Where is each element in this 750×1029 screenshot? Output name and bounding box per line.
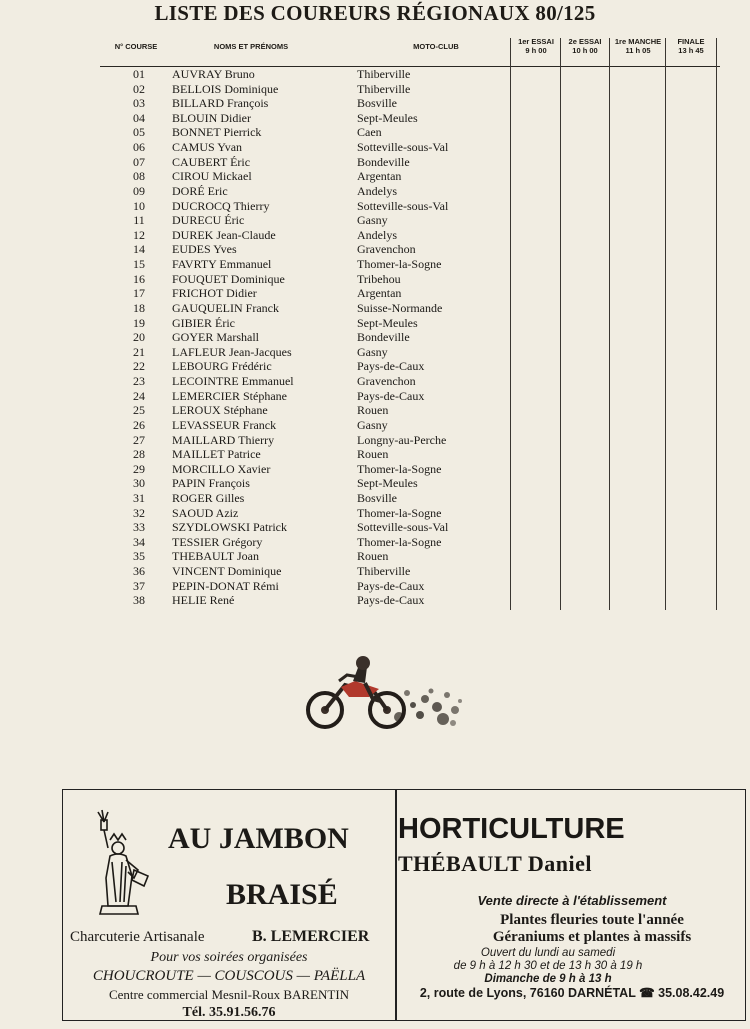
rider-row: [0, 359, 750, 374]
jambon-title-line1: AU JAMBON: [168, 822, 349, 855]
rider-name: LEVASSEUR Franck: [172, 417, 277, 432]
rider-number: 20: [133, 330, 145, 345]
header-finale: [667, 37, 715, 55]
rider-club: Thomer-la-Sogne: [357, 257, 442, 272]
rider-name: LEROUX Stéphane: [172, 403, 268, 418]
rider-name: FRICHOT Didier: [172, 286, 257, 301]
rider-club: Gasny: [357, 344, 388, 359]
rider-row: [0, 67, 750, 82]
rider-name: HELIE René: [172, 593, 235, 608]
horticulture-vente: Vente directe à l'établissement: [477, 893, 667, 908]
rider-club: Sept-Meules: [357, 110, 418, 125]
rider-club: Thomer-la-Sogne: [357, 461, 442, 476]
rider-number: 17: [133, 286, 145, 301]
rider-club: Pays-de-Caux: [357, 359, 425, 374]
rider-club: Thiberville: [357, 67, 411, 81]
rider-number: 31: [133, 490, 145, 505]
motocross-rider-illustration: [295, 655, 465, 735]
rider-club: Bondeville: [357, 154, 410, 169]
rider-row: [0, 125, 750, 140]
rider-number: 11: [133, 213, 145, 228]
rider-club: Argentan: [357, 286, 402, 301]
rider-row: [0, 549, 750, 564]
rider-name: VINCENT Dominique: [172, 564, 282, 579]
rider-number: 01: [133, 67, 145, 81]
jambon-address: Centre commercial Mesnil-Roux BARENTIN: [108, 987, 350, 1002]
rider-name: CIROU Mickael: [172, 169, 252, 184]
rider-number: 18: [133, 300, 145, 315]
rider-name: GOYER Marshall: [172, 330, 259, 345]
rider-club: Sept-Meules: [357, 476, 418, 491]
jambon-phone: Tél. 35.91.56.76: [182, 1005, 276, 1020]
rider-club: Argentan: [357, 169, 402, 184]
rider-number: 26: [133, 417, 145, 432]
rider-row: [0, 520, 750, 535]
horticulture-dimanche: Dimanche de 9 h à 13 h: [484, 973, 612, 985]
rider-row: [0, 169, 750, 184]
rider-name: BONNET Pierrick: [172, 125, 262, 140]
header-essai1-time: 9 h 00: [525, 46, 547, 55]
jambon-artisan: Charcuterie Artisanale: [70, 929, 205, 945]
rider-row: [0, 316, 750, 331]
rider-club: Andelys: [357, 227, 397, 242]
rider-club: Sept-Meules: [357, 315, 418, 330]
rider-row: [0, 286, 750, 301]
rider-row: [0, 272, 750, 287]
rider-number: 14: [133, 242, 145, 257]
rider-club: Rouen: [357, 549, 389, 564]
rider-number: 35: [133, 549, 145, 564]
header-finale-time: 13 h 45: [678, 46, 704, 55]
rider-number: 06: [133, 140, 145, 155]
rider-name: DORÉ Eric: [172, 183, 228, 198]
header-club: MOTO-CLUB: [413, 42, 459, 51]
horticulture-owner: THÉBAULT Daniel: [398, 851, 592, 876]
rider-name: EUDES Yves: [172, 242, 237, 257]
rider-number: 37: [133, 578, 145, 593]
jambon-menu: CHOUCROUTE — COUSCOUS — PAËLLA: [92, 968, 366, 984]
rider-name: PEPIN-DONAT Rémi: [172, 578, 279, 593]
rider-number: 32: [133, 505, 145, 520]
rider-name: MAILLET Patrice: [172, 447, 261, 462]
header-manche1: [610, 37, 666, 55]
rider-number: 28: [133, 447, 145, 462]
header-essai2: [562, 37, 608, 55]
rider-name: ROGER Gilles: [172, 490, 245, 505]
rider-row: [0, 301, 750, 316]
rider-name: GIBIER Éric: [172, 315, 235, 330]
rider-name: BILLARD François: [172, 96, 269, 111]
rider-row: [0, 345, 750, 360]
rider-number: 36: [133, 564, 145, 579]
rider-row: [0, 433, 750, 448]
rider-number: 23: [133, 374, 145, 389]
header-manche1-label: 1re MANCHE: [614, 37, 662, 46]
rider-name: SZYDLOWSKI Patrick: [172, 520, 287, 535]
rider-number: 24: [133, 388, 145, 403]
rider-club: Thiberville: [357, 564, 411, 579]
rider-number: 12: [133, 227, 145, 242]
rider-number: 33: [133, 520, 145, 535]
rider-name: DURECU Éric: [172, 213, 245, 228]
rider-number: 05: [133, 125, 145, 140]
rider-row: [0, 462, 750, 477]
rider-club: Sotteville-sous-Val: [357, 520, 449, 535]
jambon-title-line2: BRAISÉ: [226, 878, 338, 911]
rider-club: Thomer-la-Sogne: [357, 505, 442, 520]
rider-row: [0, 476, 750, 491]
rider-club: Gasny: [357, 213, 388, 228]
rider-row: [0, 213, 750, 228]
rider-club: Rouen: [357, 447, 389, 462]
rider-number: 25: [133, 403, 145, 418]
rider-name: AUVRAY Bruno: [172, 67, 255, 81]
rider-club: Thomer-la-Sogne: [357, 534, 442, 549]
rider-club: Sotteville-sous-Val: [357, 198, 449, 213]
rider-number: 15: [133, 257, 145, 272]
horticulture-address: 2, route de Lyons, 76160 DARNÉTAL ☎ 35.08.42.49: [419, 986, 725, 1000]
header-essai1: [512, 37, 560, 55]
rider-row: [0, 447, 750, 462]
rider-name: LEBOURG Frédéric: [172, 359, 272, 374]
rider-name: THEBAULT Joan: [172, 549, 259, 564]
rider-row: [0, 228, 750, 243]
rider-row: [0, 257, 750, 272]
rider-row: [0, 418, 750, 433]
rider-name: LECOINTRE Emmanuel: [172, 374, 294, 389]
rider-name: PAPIN François: [172, 476, 250, 491]
horticulture-plantes1: Plantes fleuries toute l'année: [500, 912, 684, 928]
rider-row: [0, 593, 750, 608]
horticulture-plantes2: Géraniums et plantes à massifs: [492, 929, 692, 945]
rider-number: 21: [133, 344, 145, 359]
rider-row: [0, 155, 750, 170]
rider-name: BELLOIS Dominique: [172, 81, 279, 96]
rider-name: CAMUS Yvan: [172, 140, 243, 155]
rider-name: MORCILLO Xavier: [172, 461, 271, 476]
rider-row: [0, 491, 750, 506]
rider-row: [0, 330, 750, 345]
header-finale-label: FINALE: [677, 37, 705, 46]
rider-club: Rouen: [357, 403, 389, 418]
header-manche1-time: 11 h 05: [625, 46, 651, 55]
rider-number: 08: [133, 169, 145, 184]
rider-club: Bosville: [357, 96, 398, 111]
rider-club: Suisse-Normande: [357, 300, 443, 315]
rider-number: 10: [133, 198, 145, 213]
rider-number: 03: [133, 96, 145, 111]
rider-number: 22: [133, 359, 145, 374]
rider-name: TESSIER Grégory: [172, 534, 263, 549]
rider-name: FAVRTY Emmanuel: [172, 257, 272, 272]
rider-row: [0, 403, 750, 418]
page-title: LISTE DES COUREURS RÉGIONAUX 80/125: [154, 1, 596, 25]
horticulture-ouvert: Ouvert du lundi au samedi: [480, 947, 616, 959]
rider-name: MAILLARD Thierry: [172, 432, 275, 447]
rider-club: Pays-de-Caux: [357, 578, 425, 593]
rider-name: BLOUIN Didier: [172, 110, 251, 125]
rider-row: [0, 535, 750, 550]
rider-row: [0, 564, 750, 579]
rider-club: Tribehou: [357, 271, 401, 286]
rider-club: Pays-de-Caux: [357, 388, 425, 403]
rider-name: LAFLEUR Jean-Jacques: [172, 344, 292, 359]
rider-row: [0, 242, 750, 257]
horticulture-title: HORTICULTURE: [398, 813, 625, 845]
header-essai2-label: 2e ESSAI: [568, 37, 602, 46]
rider-number: 19: [133, 315, 145, 330]
header-course: N° COURSE: [114, 42, 158, 51]
rider-row: [0, 389, 750, 404]
rider-row: [0, 374, 750, 389]
rider-name: CAUBERT Éric: [172, 154, 251, 169]
header-essai2-time: 10 h 00: [572, 46, 598, 55]
rider-row: [0, 506, 750, 521]
rider-number: 16: [133, 271, 145, 286]
rider-name: SAOUD Aziz: [172, 505, 239, 520]
rider-name: GAUQUELIN Franck: [172, 300, 279, 315]
horticulture-horaires: de 9 h à 12 h 30 et de 13 h 30 à 19 h: [453, 960, 643, 972]
rider-name: LEMERCIER Stéphane: [172, 388, 287, 403]
rider-row: [0, 579, 750, 594]
rider-club: Longny-au-Perche: [357, 432, 447, 447]
jambon-owner: B. LEMERCIER: [252, 928, 370, 945]
rider-number: 27: [133, 432, 145, 447]
rider-number: 29: [133, 461, 145, 476]
rider-club: Andelys: [357, 183, 397, 198]
rider-club: Gravenchon: [357, 242, 416, 257]
rider-name: FOUQUET Dominique: [172, 271, 285, 286]
rider-club: Bosville: [357, 490, 398, 505]
header-names: NOMS ET PRÉNOMS: [213, 42, 289, 51]
rider-club: Gasny: [357, 417, 388, 432]
rider-row: [0, 140, 750, 155]
rider-number: 09: [133, 183, 145, 198]
rider-number: 38: [133, 593, 145, 608]
rider-number: 04: [133, 110, 145, 125]
rider-row: [0, 96, 750, 111]
rider-number: 30: [133, 476, 145, 491]
rider-number: 34: [133, 534, 145, 549]
rider-club: Thiberville: [357, 81, 411, 96]
rider-club: Gravenchon: [357, 374, 416, 389]
header-essai1-label: 1er ESSAI: [518, 37, 554, 46]
rider-club: Pays-de-Caux: [357, 593, 425, 608]
rider-number: 02: [133, 81, 145, 96]
rider-row: [0, 199, 750, 214]
rider-club: Bondeville: [357, 330, 410, 345]
rider-club: Caen: [357, 125, 382, 140]
rider-name: DUREK Jean-Claude: [172, 227, 276, 242]
rider-row: [0, 111, 750, 126]
rider-name: DUCROCQ Thierry: [172, 198, 270, 213]
jambon-soirees: Pour vos soirées organisées: [150, 950, 308, 965]
statue-of-liberty-icon: [86, 806, 156, 918]
rider-number: 07: [133, 154, 145, 169]
rider-club: Sotteville-sous-Val: [357, 140, 449, 155]
rider-row: [0, 184, 750, 199]
rider-row: [0, 82, 750, 97]
